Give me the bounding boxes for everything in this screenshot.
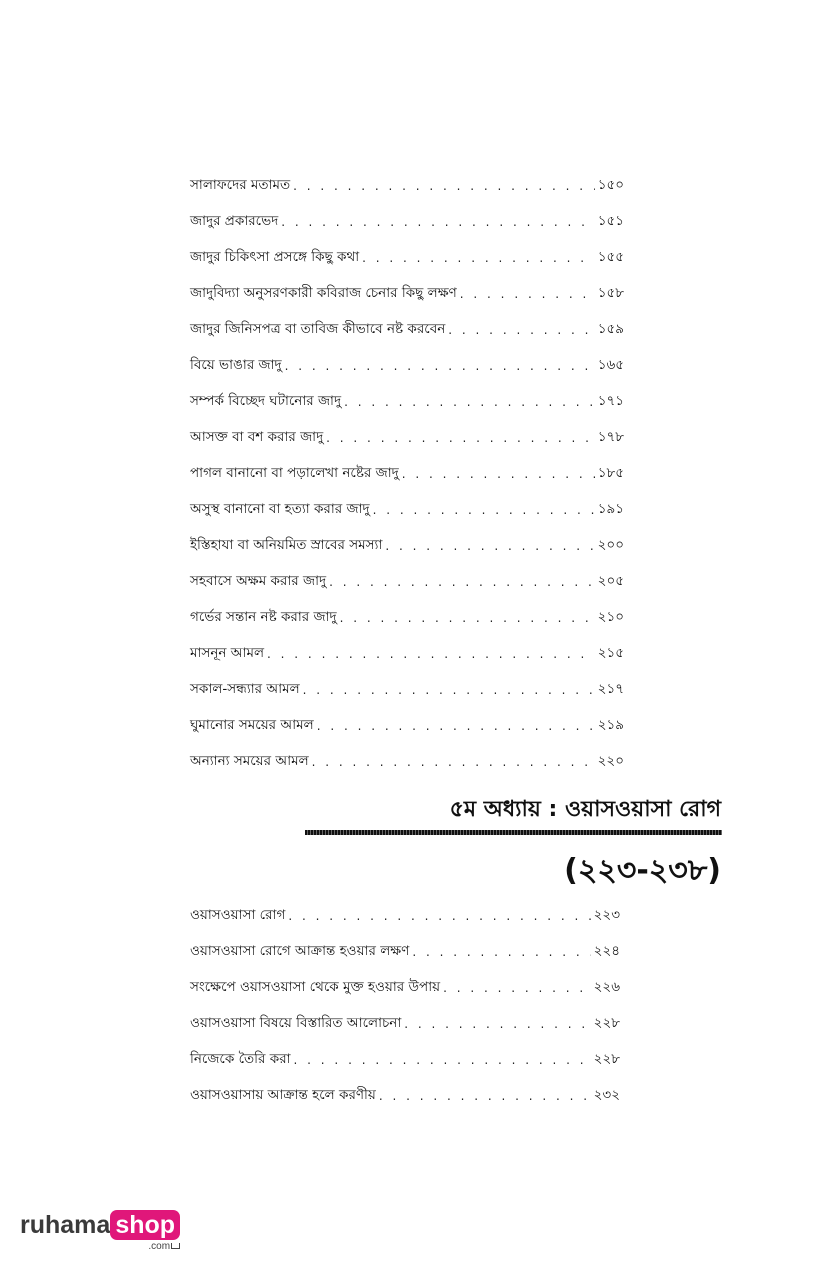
toc-entry-page: ২২৪ [593,943,620,960]
toc-entry [190,204,624,240]
toc-entry [190,168,624,204]
toc-entry [190,744,624,780]
toc-entry [190,1006,620,1042]
toc-dot-leader [293,180,595,192]
toc-entry-title: সংক্ষেপে ওয়াসওয়াসা থেকে মুক্ত হওয়ার উপায় [190,979,441,996]
toc-entry-page: ১৫৯ [597,321,624,338]
toc-entry-title: বিয়ে ভাঙার জাদু [190,357,282,374]
toc-dot-leader [312,756,595,768]
toc-entry-page: ১৫১ [597,213,624,230]
toc-entry-page: ১৭৮ [597,429,624,446]
toc-entry [190,276,624,312]
toc-entry-title: জাদুর জিনিসপত্র বা তাবিজ কীভাবে নষ্ট করবেন [190,321,446,338]
toc-entry-title: ওয়াসওয়াসায় আক্রান্ত হলে করণীয় [190,1087,376,1104]
toc-entry [190,492,624,528]
toc-entry [190,312,624,348]
toc-section-1 [190,168,624,780]
toc-entry-title: ওয়াসওয়াসা বিষয়ে বিস্তারিত আলোচনা [190,1015,402,1032]
toc-entry-page: ১৯১ [597,501,624,518]
toc-entry-page: ২২৮ [593,1051,620,1068]
toc-entry-title: সকাল-সন্ধ্যার আমল [190,681,300,698]
toc-dot-leader [460,288,595,300]
toc-dot-leader [329,576,595,588]
toc-dot-leader [404,1018,590,1030]
toc-entry-page: ১৬৫ [597,357,624,374]
toc-entry-page: ২৩২ [593,1087,620,1104]
toc-entry-title: জাদুবিদ্যা অনুসরণকারী কবিরাজ চেনার কিছু লক্ষণ [190,285,457,302]
toc-entry [190,528,624,564]
toc-entry-title: গর্ভের সন্তান নষ্ট করার জাদু [190,609,337,626]
toc-entry-title: অসুস্থ বানানো বা হত্যা করার জাদু [190,501,370,518]
toc-entry-page: ২২৮ [593,1015,620,1032]
logo-brand-right: shop [110,1210,180,1240]
toc-entry [190,1042,620,1078]
toc-dot-leader [288,910,590,922]
toc-entry-page: ২০০ [597,537,624,554]
cart-icon [171,1243,180,1249]
toc-dot-leader [373,504,595,516]
toc-entry [190,564,624,600]
toc-entry-page: ১৫০ [597,177,624,194]
toc-dot-leader [285,360,595,372]
toc-dot-leader [344,396,595,408]
logo-domain [148,1241,180,1252]
chapter-heading: ৫ম অধ্যায় : ওয়াসওয়াসা রোগ [449,797,721,822]
toc-dot-leader [303,684,595,696]
toc-entry-title: নিজেকে তৈরি করা [190,1051,291,1068]
ruhamashop-logo [20,1210,180,1252]
toc-entry [190,456,624,492]
toc-dot-leader [379,1090,591,1102]
toc-entry-title: সম্পর্ক বিচ্ছেদ ঘটানোর জাদু [190,393,342,410]
toc-entry-title: অন্যান্য সময়ের আমল [190,753,309,770]
logo-shop-group [110,1210,180,1252]
toc-entry-page: ২১০ [597,609,624,626]
toc-dot-leader [443,982,591,994]
toc-entry [190,970,620,1006]
toc-entry-title: সহবাসে অক্ষম করার জাদু [190,573,327,590]
toc-dot-leader [267,648,595,660]
toc-entry-page: ২১৫ [597,645,624,662]
toc-entry [190,898,620,934]
toc-entry [190,1078,620,1114]
toc-dot-leader [412,946,590,958]
toc-entry-page: ১৮৫ [597,465,624,482]
toc-entry [190,240,624,276]
toc-entry [190,934,620,970]
toc-entry [190,348,624,384]
toc-dot-leader [294,1054,591,1066]
logo-brand-left: ruhama [20,1211,111,1239]
logo-domain-text: .com [148,1241,171,1252]
toc-entry-title: মাসনূন আমল [190,645,265,662]
toc-entry-title: জাদুর প্রকারভেদ [190,213,279,230]
toc-entry-title: পাগল বানানো বা পড়ালেখা নষ্টের জাদু [190,465,399,482]
toc-dot-leader [340,612,595,624]
toc-entry-page: ১৭১ [597,393,624,410]
toc-entry-title: ওয়াসওয়াসা রোগ [190,907,286,924]
toc-entry-page: ২১৭ [597,681,624,698]
toc-entry [190,384,624,420]
toc-entry-page: ২২৩ [593,907,620,924]
toc-entry-title: সালাফদের মতামত [190,177,291,194]
toc-dot-leader [362,252,595,264]
toc-entry [190,708,624,744]
toc-entry-title: ঘুমানোর সময়ের আমল [190,717,314,734]
toc-entry-page: ১৫৫ [597,249,624,266]
toc-entry-page: ২০৫ [597,573,624,590]
toc-entry-title: ওয়াসওয়াসা রোগে আক্রান্ত হওয়ার লক্ষণ [190,943,410,960]
toc-entry-title: জাদুর চিকিৎসা প্রসঙ্গে কিছু কথা [190,249,360,266]
toc-dot-leader [326,432,595,444]
toc-dot-leader [402,468,595,480]
toc-dot-leader [317,720,595,732]
toc-entry-title: আসক্ত বা বশ করার জাদু [190,429,324,446]
toc-entry-page: ১৫৮ [597,285,624,302]
toc-entry [190,600,624,636]
toc-entry-page: ২১৯ [597,717,624,734]
toc-entry [190,636,624,672]
toc-dot-leader [385,540,594,552]
toc-dot-leader [448,324,594,336]
toc-entry [190,672,624,708]
toc-entry-page: ২২৬ [593,979,620,996]
toc-entry [190,420,624,456]
toc-entry-page: ২২০ [597,753,624,770]
toc-section-2 [190,898,620,1114]
toc-entry-title: ইস্তিহাযা বা অনিয়মিত স্রাবের সমস্যা [190,537,383,554]
toc-dot-leader [281,216,594,228]
chapter-divider [305,830,722,835]
chapter-page-range: (২২৩-২৩৮) [564,853,721,888]
